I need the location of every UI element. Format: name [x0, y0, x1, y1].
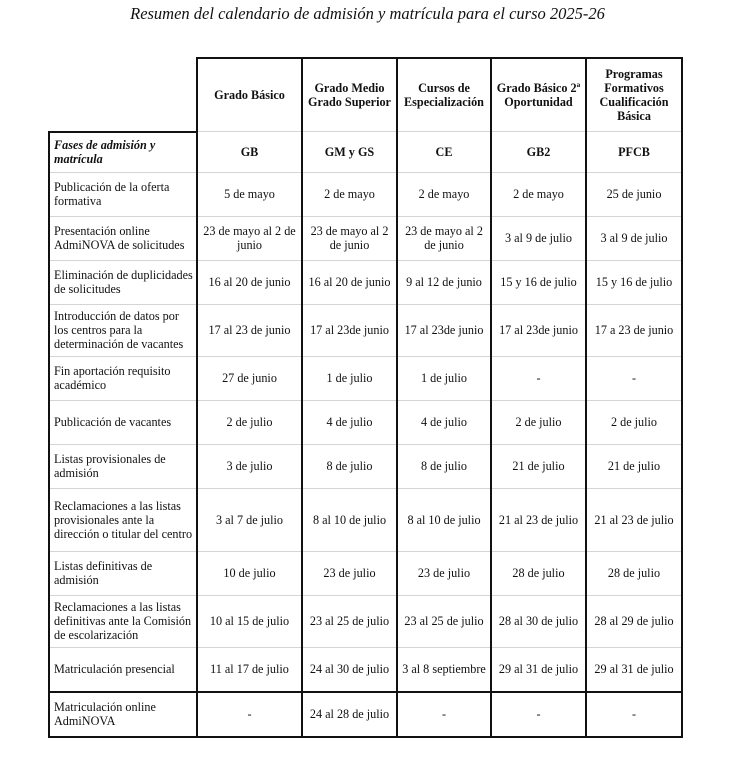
- date-cell: 8 de julio: [397, 444, 491, 488]
- date-cell: 24 al 30 de julio: [302, 647, 397, 692]
- phase-label: Introducción de datos por los centros para la determinación de vacantes: [49, 304, 197, 356]
- date-cell: 21 de julio: [586, 444, 682, 488]
- phase-label: Reclamaciones a las listas provisionales ante la dirección o titular del centro: [49, 488, 197, 551]
- date-cell: 5 de mayo: [197, 172, 302, 216]
- date-cell: -: [586, 692, 682, 737]
- program-code-header: GB: [197, 132, 302, 173]
- program-name-header: Grado Básico: [197, 58, 302, 132]
- program-name-header: Programas Formativos Cualificación Básica: [586, 58, 682, 132]
- phase-label: Publicación de la oferta formativa: [49, 172, 197, 216]
- date-cell: 21 de julio: [491, 444, 586, 488]
- date-cell: 28 de julio: [491, 551, 586, 595]
- document-title: Resumen del calendario de admisión y matrícula para el curso 2025-26: [130, 4, 605, 23]
- date-cell: 25 de junio: [586, 172, 682, 216]
- date-cell: 27 de junio: [197, 356, 302, 400]
- date-cell: 23 al 25 de julio: [302, 595, 397, 647]
- date-cell: 10 de julio: [197, 551, 302, 595]
- phase-label: Fin aportación requisito académico: [49, 356, 197, 400]
- date-cell: 1 de julio: [397, 356, 491, 400]
- date-cell: 15 y 16 de julio: [586, 260, 682, 304]
- date-cell: 2 de mayo: [397, 172, 491, 216]
- date-cell: 2 de mayo: [491, 172, 586, 216]
- date-cell: 3 al 9 de julio: [491, 216, 586, 260]
- date-cell: -: [491, 692, 586, 737]
- date-cell: 9 al 12 de junio: [397, 260, 491, 304]
- date-cell: 8 de julio: [302, 444, 397, 488]
- phase-label: Listas definitivas de admisión: [49, 551, 197, 595]
- program-name-header: Grado Medio Grado Superior: [302, 58, 397, 132]
- phase-label: Reclamaciones a las listas definitivas ante la Comisión de escolarización: [49, 595, 197, 647]
- date-cell: 23 al 25 de julio: [397, 595, 491, 647]
- table-row: [49, 216, 682, 260]
- program-name-header: Grado Básico 2ª Oportunidad: [491, 58, 586, 132]
- date-cell: 16 al 20 de junio: [197, 260, 302, 304]
- phase-label: Matriculación online AdmiNOVA: [49, 692, 197, 737]
- date-cell: 17 al 23de junio: [397, 304, 491, 356]
- phase-label: Publicación de vacantes: [49, 400, 197, 444]
- table-row: [49, 356, 682, 400]
- date-cell: 17 al 23 de junio: [197, 304, 302, 356]
- phase-label: Matriculación presencial: [49, 647, 197, 692]
- date-cell: -: [586, 356, 682, 400]
- phase-label: Eliminación de duplicidades de solicitudes: [49, 260, 197, 304]
- program-name-row: [49, 58, 682, 132]
- table-row: [49, 647, 682, 692]
- table-row: [49, 444, 682, 488]
- date-cell: 16 al 20 de junio: [302, 260, 397, 304]
- date-cell: 23 de mayo al 2 de junio: [197, 216, 302, 260]
- date-cell: 28 de julio: [586, 551, 682, 595]
- date-cell: 2 de julio: [491, 400, 586, 444]
- table-row: [49, 551, 682, 595]
- date-cell: -: [197, 692, 302, 737]
- program-code-header: PFCB: [586, 132, 682, 173]
- date-cell: 17 a 23 de junio: [586, 304, 682, 356]
- calendar-table: [48, 57, 683, 738]
- phase-label: Presentación online AdmiNOVA de solicitudes: [49, 216, 197, 260]
- date-cell: 29 al 31 de julio: [491, 647, 586, 692]
- date-cell: 3 al 9 de julio: [586, 216, 682, 260]
- date-cell: 17 al 23de junio: [302, 304, 397, 356]
- table-row: [49, 488, 682, 551]
- phase-column-header: Fases de admisión y matrícula: [49, 132, 197, 173]
- date-cell: 28 al 29 de julio: [586, 595, 682, 647]
- date-cell: 21 al 23 de julio: [491, 488, 586, 551]
- table-row: [49, 595, 682, 647]
- date-cell: 3 de julio: [197, 444, 302, 488]
- date-cell: 8 al 10 de julio: [397, 488, 491, 551]
- date-cell: 24 al 28 de julio: [302, 692, 397, 737]
- date-cell: -: [397, 692, 491, 737]
- date-cell: 4 de julio: [302, 400, 397, 444]
- table-row: [49, 172, 682, 216]
- program-name-header: Cursos de Especialización: [397, 58, 491, 132]
- date-cell: 4 de julio: [397, 400, 491, 444]
- date-cell: 23 de mayo al 2 de junio: [302, 216, 397, 260]
- date-cell: 10 al 15 de julio: [197, 595, 302, 647]
- date-cell: 2 de julio: [197, 400, 302, 444]
- empty-corner-cell: [49, 58, 197, 132]
- program-code-header: GB2: [491, 132, 586, 173]
- date-cell: 8 al 10 de julio: [302, 488, 397, 551]
- phase-label: Listas provisionales de admisión: [49, 444, 197, 488]
- program-code-row: [49, 132, 682, 173]
- date-cell: 3 al 8 septiembre: [397, 647, 491, 692]
- date-cell: 11 al 17 de julio: [197, 647, 302, 692]
- date-cell: 2 de julio: [586, 400, 682, 444]
- date-cell: 1 de julio: [302, 356, 397, 400]
- table-row: [49, 304, 682, 356]
- program-code-header: CE: [397, 132, 491, 173]
- date-cell: 29 al 31 de julio: [586, 647, 682, 692]
- table-row: [49, 400, 682, 444]
- date-cell: 23 de julio: [302, 551, 397, 595]
- program-code-header: GM y GS: [302, 132, 397, 173]
- date-cell: 2 de mayo: [302, 172, 397, 216]
- table-row: [49, 692, 682, 737]
- date-cell: 23 de julio: [397, 551, 491, 595]
- date-cell: 21 al 23 de julio: [586, 488, 682, 551]
- date-cell: 23 de mayo al 2 de junio: [397, 216, 491, 260]
- date-cell: 3 al 7 de julio: [197, 488, 302, 551]
- table-row: [49, 260, 682, 304]
- date-cell: 28 al 30 de julio: [491, 595, 586, 647]
- date-cell: -: [491, 356, 586, 400]
- date-cell: 17 al 23de junio: [491, 304, 586, 356]
- date-cell: 15 y 16 de julio: [491, 260, 586, 304]
